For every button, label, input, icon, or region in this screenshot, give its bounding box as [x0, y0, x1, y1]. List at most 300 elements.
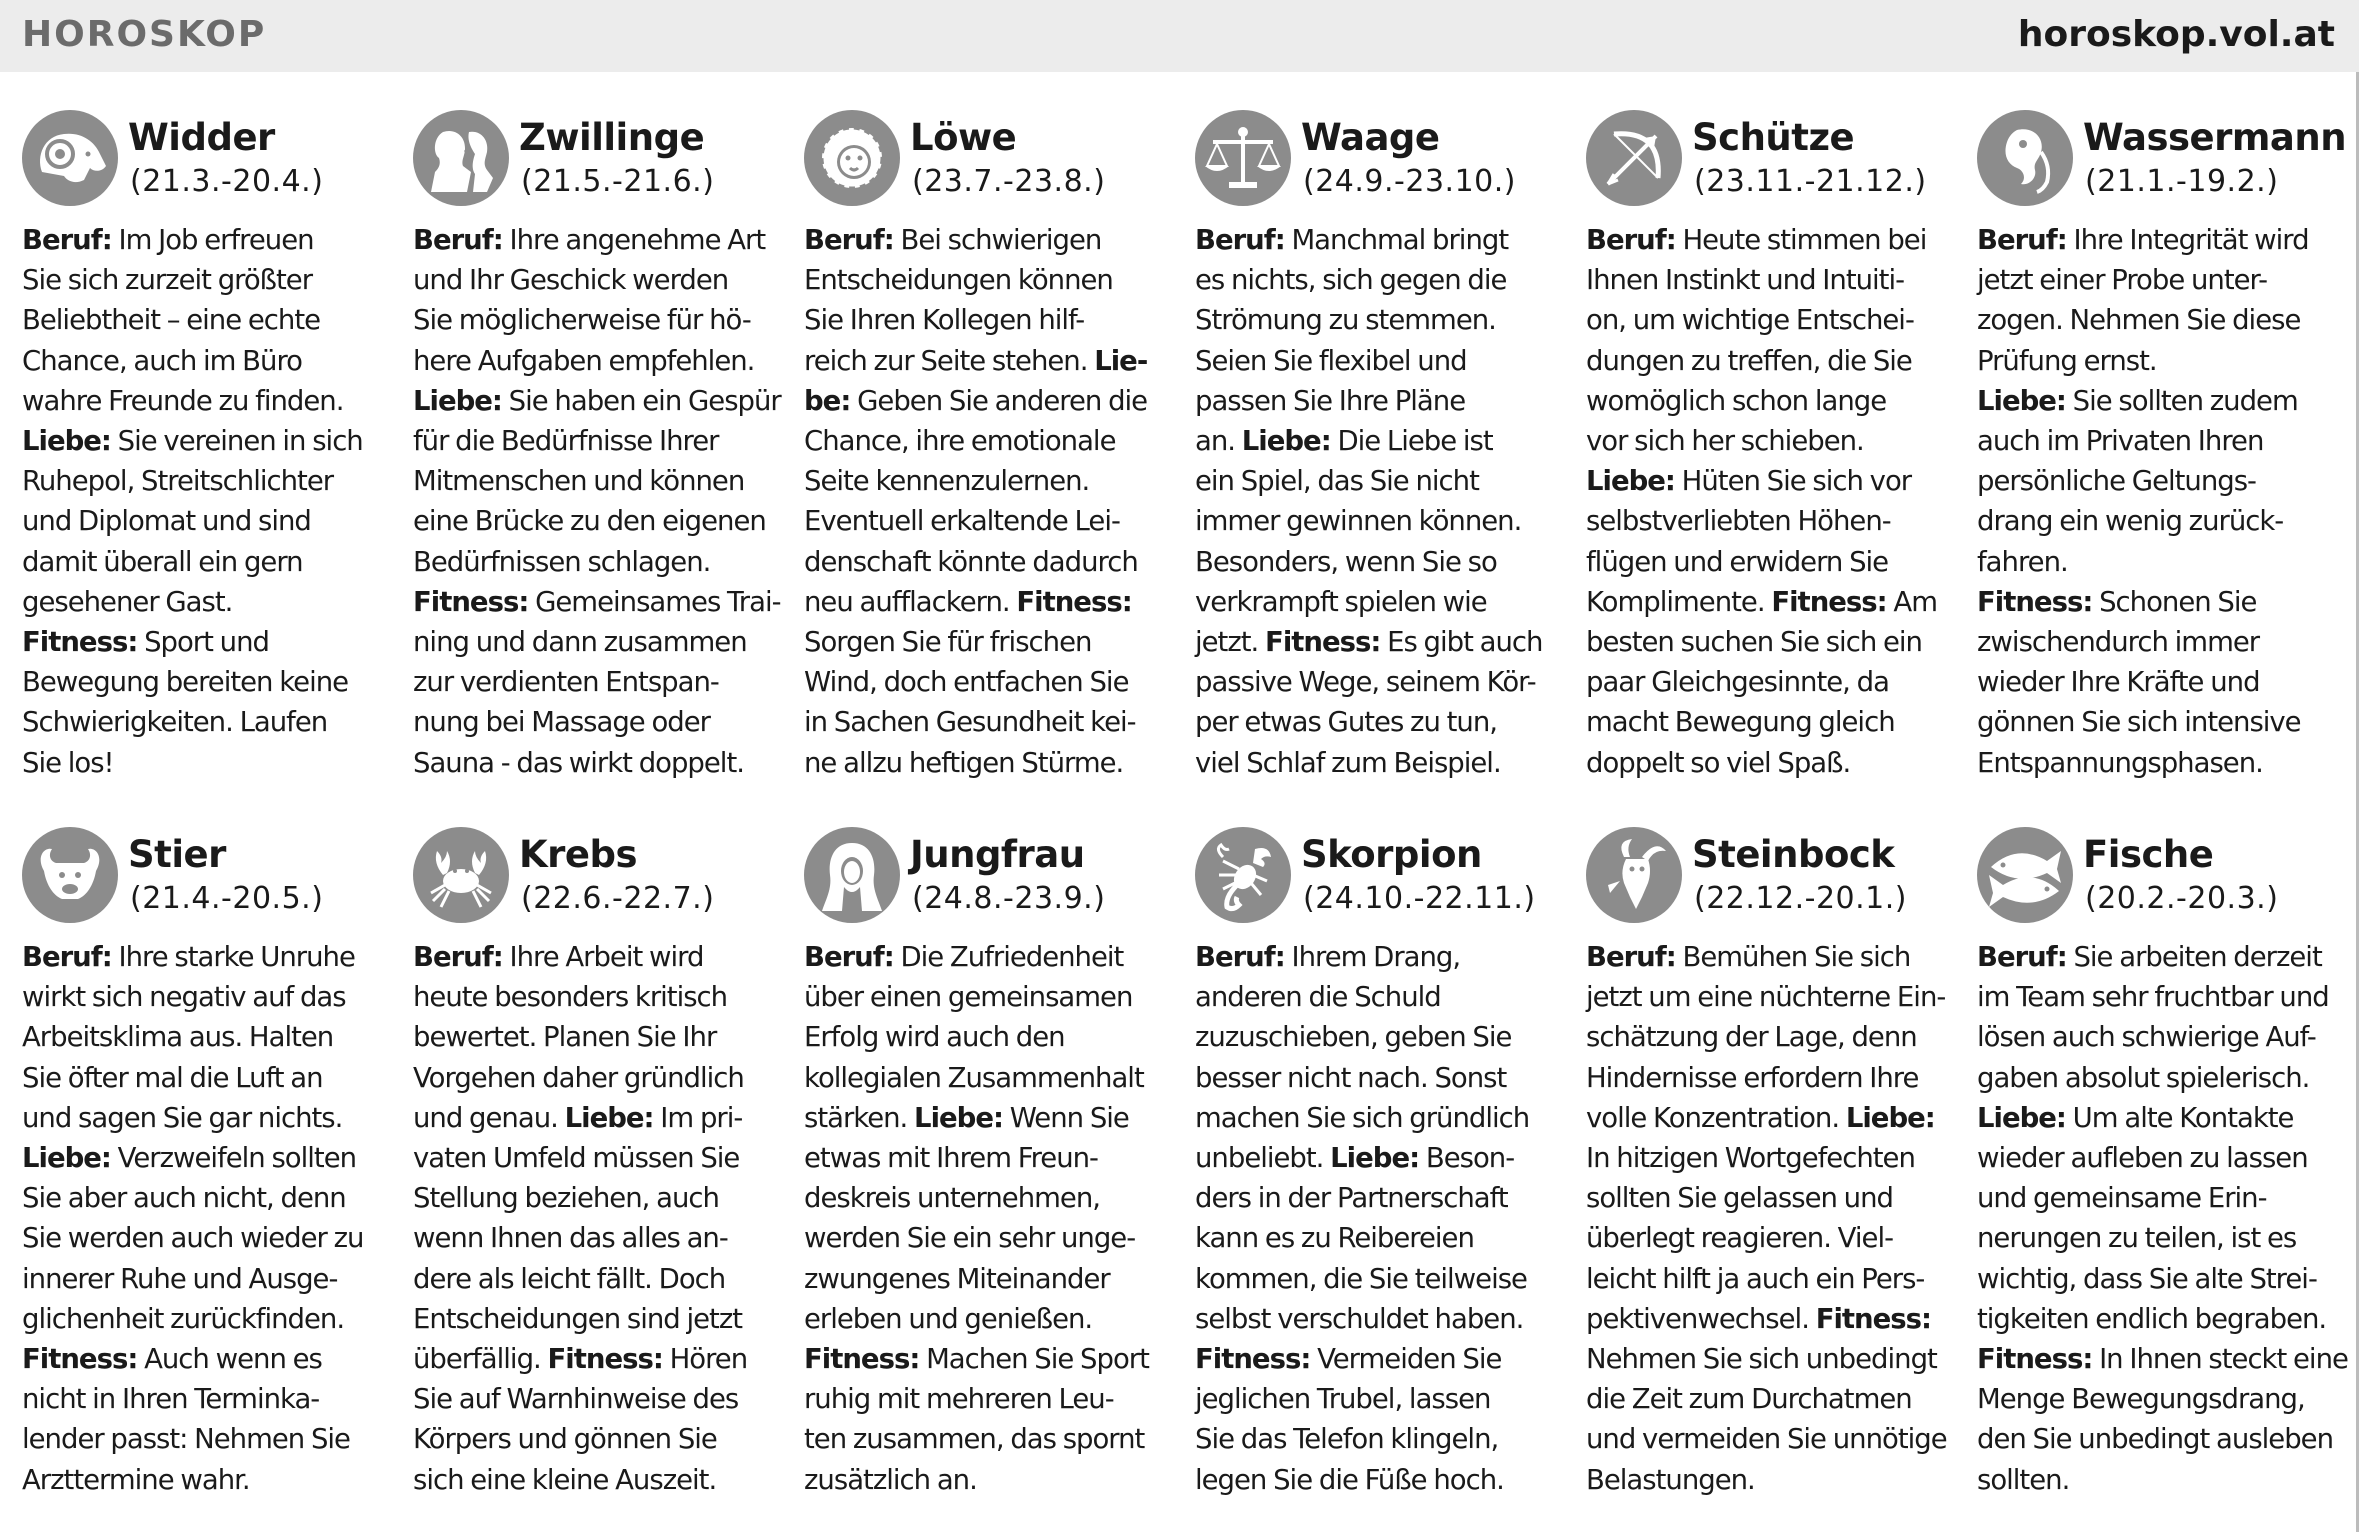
text-segment: Prüfung ernst.: [1977, 344, 2157, 377]
sign-name: Widder: [128, 116, 275, 159]
text-line: [804, 1178, 1174, 1218]
sign-dates: (20.2.-20.3.): [2085, 881, 2279, 916]
text-line: [22, 1299, 392, 1339]
category-label: Beruf:: [1977, 941, 2067, 973]
text-segment: sich eine kleine Auszeit.: [413, 1463, 717, 1496]
sign-name: Krebs: [519, 833, 638, 876]
text-line: [1586, 743, 1956, 783]
sign-header: [1195, 789, 1575, 916]
text-line: [22, 1098, 392, 1138]
text-line: [413, 1138, 783, 1178]
text-line: [1586, 1098, 1956, 1138]
text-line: [804, 501, 1174, 541]
text-line: [1586, 381, 1956, 421]
category-label: Beruf:: [1586, 941, 1676, 973]
text-segment: Strömung zu stemmen.: [1195, 304, 1496, 337]
text-line: [1586, 260, 1956, 300]
sign-text: [804, 220, 1174, 783]
text-line: [22, 421, 392, 461]
text-segment: Beson-: [1419, 1142, 1515, 1175]
sign-card-waage: [1195, 72, 1575, 779]
text-segment: Ihre starke Unruhe: [111, 941, 355, 973]
text-line: [22, 1138, 392, 1178]
category-label: Fitness:: [804, 1343, 920, 1376]
text-line: [22, 501, 392, 541]
capricorn-goat-icon: [1586, 827, 1682, 923]
text-segment: on, um wichtige Entschei-: [1586, 304, 1914, 337]
text-segment: kann es zu Reibereien: [1195, 1222, 1474, 1255]
text-segment: damit überall ein gern: [22, 545, 303, 578]
text-segment: Hüten Sie sich vor: [1674, 465, 1912, 498]
text-line: [413, 341, 783, 381]
text-segment: heute besonders kritisch: [413, 981, 728, 1014]
text-line: [804, 260, 1174, 300]
category-label: Beruf:: [1195, 941, 1285, 973]
sign-dates: (21.1.-19.2.): [2085, 164, 2279, 199]
text-segment: drang ein wenig zurück-: [1977, 505, 2284, 538]
text-line: [413, 743, 783, 783]
sign-dates: (22.12.-20.1.): [1694, 881, 1907, 916]
text-segment: Heute stimmen bei: [1675, 224, 1927, 256]
text-segment: Auch wenn es: [137, 1343, 322, 1376]
sign-name: Skorpion: [1301, 833, 1482, 876]
text-segment: Vermeiden Sie: [1310, 1343, 1502, 1376]
text-segment: machen Sie sich gründlich: [1195, 1101, 1530, 1134]
category-label: Fitness:: [1265, 626, 1381, 659]
text-line: [1977, 1299, 2347, 1339]
text-line: [804, 1419, 1174, 1459]
text-segment: Sie sich zurzeit größter: [22, 264, 313, 297]
text-segment: wichtig, dass Sie alte Strei-: [1977, 1262, 2317, 1295]
sign-text: [804, 937, 1174, 1500]
text-line: [413, 260, 783, 300]
category-label: Beruf:: [413, 941, 503, 973]
text-segment: wenn Ihnen das alles an-: [413, 1222, 728, 1255]
text-segment: ning und dann zusammen: [413, 626, 747, 659]
text-line: [1977, 1098, 2347, 1138]
text-segment: anderen die Schuld: [1195, 981, 1441, 1014]
text-segment: persönliche Geltungs-: [1977, 465, 2256, 498]
text-line: [1586, 542, 1956, 582]
category-label: Lie-: [1094, 344, 1148, 377]
text-segment: kommen, die Sie teilweise: [1195, 1262, 1527, 1295]
text-line: [413, 1339, 783, 1379]
text-line: [22, 1339, 392, 1379]
text-line: [413, 977, 783, 1017]
text-segment: jetzt um eine nüchterne Ein-: [1586, 981, 1946, 1014]
sign-dates: (24.9.-23.10.): [1303, 164, 1516, 199]
text-line: [1195, 1218, 1565, 1258]
text-segment: eine Brücke zu den eigenen: [413, 505, 766, 538]
sign-name: Jungfrau: [910, 833, 1085, 876]
text-segment: ten zusammen, das spornt: [804, 1423, 1145, 1456]
text-line: [1195, 1379, 1565, 1419]
text-line: [1977, 1379, 2347, 1419]
text-segment: und Diplomat und sind: [22, 505, 311, 538]
category-label: Liebe:: [413, 384, 502, 417]
text-segment: wirkt sich negativ auf das: [22, 981, 346, 1014]
text-segment: Stellung beziehen, auch: [413, 1182, 719, 1215]
category-label: Beruf:: [22, 224, 112, 256]
text-line: [413, 421, 783, 461]
text-line: [1586, 702, 1956, 742]
text-line: [1195, 1419, 1565, 1459]
text-line: [1195, 702, 1565, 742]
text-line: [1195, 1178, 1565, 1218]
text-segment: Es gibt auch: [1380, 626, 1543, 659]
text-line: [1586, 1138, 1956, 1178]
sign-header: [22, 72, 402, 199]
horoscope-grid: [0, 72, 2356, 1532]
text-line: [413, 1178, 783, 1218]
text-segment: Chance, auch im Büro: [22, 344, 302, 377]
page-title: HOROSKOP: [22, 14, 267, 55]
text-segment: Geben Sie anderen die: [850, 384, 1148, 417]
sign-text: [1586, 220, 1956, 783]
text-segment: Sport und: [137, 626, 269, 659]
text-line: [1586, 1460, 1956, 1500]
sign-card-jungfrau: [804, 789, 1184, 1496]
text-line: [413, 937, 783, 977]
sign-name: Schütze: [1692, 116, 1855, 159]
sign-text: [1977, 937, 2347, 1500]
sign-card-zwillinge: [413, 72, 793, 779]
text-segment: Sie möglicherweise für hö-: [413, 304, 751, 337]
text-segment: Sie das Telefon klingeln,: [1195, 1423, 1499, 1456]
text-segment: erleben und genießen.: [804, 1302, 1093, 1335]
category-label: Fitness:: [1016, 585, 1132, 618]
text-segment: jetzt einer Probe unter-: [1977, 264, 2268, 297]
text-line: [1586, 1058, 1956, 1098]
text-line: [1977, 702, 2347, 742]
text-line: [1586, 501, 1956, 541]
text-segment: und gemeinsame Erin-: [1977, 1182, 2267, 1215]
text-segment: unbeliebt.: [1195, 1142, 1331, 1175]
text-segment: per etwas Gutes zu tun,: [1195, 706, 1498, 739]
text-segment: den Sie unbedingt ausleben: [1977, 1423, 2334, 1456]
text-segment: viel Schlaf zum Beispiel.: [1195, 746, 1501, 779]
text-line: [804, 743, 1174, 783]
text-segment: legen Sie die Füße hoch.: [1195, 1463, 1504, 1496]
sign-name: Stier: [128, 833, 226, 876]
text-line: [22, 743, 392, 783]
category-label: Beruf:: [1586, 224, 1676, 256]
text-line: [413, 461, 783, 501]
text-line: [1586, 1299, 1956, 1339]
text-segment: Beliebtheit – eine echte: [22, 304, 321, 337]
text-segment: Sie auf Warnhinweise des: [413, 1383, 739, 1416]
text-segment: Sauna - das wirkt doppelt.: [413, 746, 744, 779]
text-segment: etwas mit Ihrem Freun-: [804, 1142, 1098, 1175]
text-segment: ruhig mit mehreren Leu-: [804, 1383, 1114, 1416]
text-segment: womöglich schon lange: [1586, 384, 1887, 417]
text-line: [804, 622, 1174, 662]
text-line: [413, 1259, 783, 1299]
text-line: [1977, 743, 2347, 783]
text-line: [1977, 582, 2347, 622]
text-line: [1586, 1259, 1956, 1299]
text-line: [413, 1419, 783, 1459]
category-label: Liebe:: [22, 425, 111, 458]
text-segment: zwischendurch immer: [1977, 626, 2260, 659]
text-line: [22, 977, 392, 1017]
text-line: [804, 421, 1174, 461]
text-line: [1977, 662, 2347, 702]
text-line: [1977, 622, 2347, 662]
text-segment: an.: [1195, 425, 1242, 458]
category-label: Beruf:: [1977, 224, 2067, 256]
text-line: [413, 1098, 783, 1138]
text-line: [1977, 421, 2347, 461]
text-segment: In Ihnen steckt eine: [2092, 1343, 2348, 1376]
text-line: [1586, 977, 1956, 1017]
text-line: [22, 1178, 392, 1218]
text-line: [804, 582, 1174, 622]
sign-dates: (22.6.-22.7.): [521, 881, 715, 916]
text-segment: Erfolg wird auch den: [804, 1021, 1065, 1054]
text-segment: Chance, ihre emotionale: [804, 425, 1116, 458]
text-line: [413, 622, 783, 662]
text-segment: vor sich her schieben.: [1586, 425, 1864, 458]
category-label: Liebe:: [1977, 384, 2066, 417]
text-line: [1977, 1259, 2347, 1299]
text-line: [22, 381, 392, 421]
text-segment: Arzttermine wahr.: [22, 1463, 250, 1496]
text-line: [804, 937, 1174, 977]
text-line: [804, 1017, 1174, 1057]
text-segment: selbstverliebten Höhen-: [1586, 505, 1891, 538]
text-line: [22, 461, 392, 501]
text-segment: Ihrem Drang,: [1284, 941, 1461, 973]
sign-name: Waage: [1301, 116, 1440, 159]
text-segment: zur verdienten Entspan-: [413, 666, 719, 699]
site-url[interactable]: horoskop.vol.at: [2017, 14, 2335, 55]
sign-header: [1586, 789, 1966, 916]
text-segment: wieder aufleben zu lassen: [1977, 1142, 2308, 1175]
category-label: Fitness:: [1195, 1343, 1311, 1376]
text-segment: die Zeit zum Durchatmen: [1586, 1383, 1912, 1416]
virgo-maiden-icon: [804, 827, 900, 923]
text-segment: überfällig.: [413, 1343, 548, 1376]
text-line: [22, 622, 392, 662]
sign-text: [1586, 937, 1956, 1500]
text-line: [804, 220, 1174, 260]
text-line: [1195, 260, 1565, 300]
text-segment: jeglichen Trubel, lassen: [1195, 1383, 1491, 1416]
text-line: [1977, 220, 2347, 260]
text-line: [804, 542, 1174, 582]
text-line: [804, 300, 1174, 340]
text-line: [22, 1419, 392, 1459]
sign-card-fische: [1977, 789, 2357, 1496]
text-line: [1195, 1098, 1565, 1138]
text-segment: dere als leicht fällt. Doch: [413, 1262, 726, 1295]
text-segment: werden Sie ein sehr unge-: [804, 1222, 1136, 1255]
text-line: [413, 1460, 783, 1500]
category-label: Beruf:: [413, 224, 503, 256]
text-line: [804, 662, 1174, 702]
sign-header: [804, 789, 1184, 916]
text-segment: Ihre Arbeit wird: [502, 941, 704, 973]
text-segment: Seien Sie flexibel und: [1195, 344, 1467, 377]
text-segment: here Aufgaben empfehlen.: [413, 344, 755, 377]
text-segment: Ruhepol, Streitschlichter: [22, 465, 334, 498]
text-segment: doppelt so viel Spaß.: [1586, 746, 1851, 779]
text-segment: und genau.: [413, 1101, 565, 1134]
text-line: [22, 1017, 392, 1057]
text-segment: innerer Ruhe und Ausge-: [22, 1262, 338, 1295]
text-segment: passive Wege, seinem Kör-: [1195, 666, 1536, 699]
text-segment: lösen auch schwierige Auf-: [1977, 1021, 2316, 1054]
text-segment: Bei schwierigen: [893, 224, 1102, 256]
category-label: Beruf:: [804, 941, 894, 973]
text-line: [413, 1017, 783, 1057]
text-line: [1195, 1138, 1565, 1178]
text-segment: gönnen Sie sich intensive: [1977, 706, 2301, 739]
sagittarius-bow-icon: [1586, 110, 1682, 206]
text-line: [1195, 1339, 1565, 1379]
cancer-crab-icon: [413, 827, 509, 923]
text-line: [1195, 1460, 1565, 1500]
text-segment: nung bei Massage oder: [413, 706, 710, 739]
text-line: [1586, 622, 1956, 662]
sign-dates: (23.7.-23.8.): [912, 164, 1106, 199]
libra-scales-icon: [1195, 110, 1291, 206]
aquarius-water-bearer-icon: [1977, 110, 2073, 206]
text-line: [1977, 501, 2347, 541]
text-segment: Sie vereinen in sich: [110, 425, 363, 458]
sign-card-loewe: [804, 72, 1184, 779]
text-line: [1586, 1218, 1956, 1258]
text-segment: passen Sie Ihre Pläne: [1195, 384, 1466, 417]
text-segment: und sagen Sie gar nichts.: [22, 1101, 343, 1134]
category-label: Liebe:: [1977, 1101, 2066, 1134]
text-line: [1195, 743, 1565, 783]
text-line: [413, 1058, 783, 1098]
text-line: [1586, 461, 1956, 501]
text-segment: Hören: [662, 1343, 748, 1376]
sign-text: [1195, 937, 1565, 1500]
text-segment: Im pri-: [653, 1101, 743, 1134]
text-segment: Seite kennenzulernen.: [804, 465, 1090, 498]
text-line: [22, 220, 392, 260]
text-segment: deskreis unternehmen,: [804, 1182, 1100, 1215]
text-segment: ne allzu heftigen Stürme.: [804, 746, 1124, 779]
text-segment: Machen Sie Sport: [919, 1343, 1149, 1376]
sign-name: Steinbock: [1692, 833, 1895, 876]
text-segment: auch im Privaten Ihren: [1977, 425, 2264, 458]
text-line: [804, 1460, 1174, 1500]
sign-dates: (21.3.-20.4.): [130, 164, 324, 199]
text-line: [1977, 1017, 2347, 1057]
text-segment: nicht in Ihren Terminka-: [22, 1383, 320, 1416]
text-segment: besser nicht nach. Sonst: [1195, 1061, 1507, 1094]
category-label: Liebe:: [1586, 465, 1675, 498]
text-segment: über einen gemeinsamen: [804, 981, 1133, 1014]
text-line: [413, 702, 783, 742]
text-segment: wieder Ihre Kräfte und: [1977, 666, 2260, 699]
sign-card-skorpion: [1195, 789, 1575, 1496]
sign-header: [1586, 72, 1966, 199]
text-line: [1195, 381, 1565, 421]
text-segment: Schonen Sie: [2092, 585, 2257, 618]
text-line: [22, 260, 392, 300]
text-line: [1195, 1299, 1565, 1339]
text-line: [1977, 1218, 2347, 1258]
text-line: [1195, 341, 1565, 381]
page-header: [0, 0, 2359, 72]
text-segment: schätzung der Lage, denn: [1586, 1021, 1917, 1054]
text-segment: Ihre Integrität wird: [2066, 224, 2309, 256]
text-segment: sollten Sie gelassen und: [1586, 1182, 1893, 1215]
text-line: [1977, 1138, 2347, 1178]
text-line: [1977, 1419, 2347, 1459]
sign-dates: (24.10.-22.11.): [1303, 881, 1536, 916]
text-line: [1977, 937, 2347, 977]
text-segment: Nehmen Sie sich unbedingt: [1586, 1343, 1937, 1376]
sign-card-widder: [22, 72, 402, 779]
text-segment: wahre Freunde zu finden.: [22, 384, 344, 417]
text-segment: In hitzigen Wortgefechten: [1586, 1142, 1915, 1175]
text-line: [1977, 1460, 2347, 1500]
text-segment: Entspannungsphasen.: [1977, 746, 2263, 779]
text-segment: Sorgen Sie für frischen: [804, 626, 1092, 659]
text-segment: Ihre angenehme Art: [502, 224, 766, 256]
category-label: Liebe:: [564, 1101, 654, 1134]
sign-text: [413, 220, 783, 783]
text-segment: für die Bedürfnisse Ihrer: [413, 425, 719, 458]
category-label: Fitness:: [1815, 1302, 1932, 1335]
text-line: [413, 1218, 783, 1258]
text-line: [1977, 300, 2347, 340]
text-segment: Sie Ihren Kollegen hilf-: [804, 304, 1085, 337]
text-segment: Arbeitsklima aus. Halten: [22, 1021, 334, 1054]
text-segment: leicht hilft ja auch ein Pers-: [1586, 1262, 1925, 1295]
text-segment: flügen und erwidern Sie: [1586, 545, 1889, 578]
text-segment: Sie werden auch wieder zu: [22, 1222, 364, 1255]
text-line: [804, 1379, 1174, 1419]
text-segment: Sie arbeiten derzeit: [2066, 941, 2322, 973]
text-line: [804, 1138, 1174, 1178]
text-segment: Am: [1886, 585, 1938, 618]
text-line: [22, 662, 392, 702]
text-segment: bewertet. Planen Sie Ihr: [413, 1021, 717, 1054]
sign-dates: (23.11.-21.12.): [1694, 164, 1927, 199]
sign-name: Zwillinge: [519, 116, 705, 159]
sign-text: [1195, 220, 1565, 783]
text-line: [804, 1259, 1174, 1299]
sign-dates: (24.8.-23.9.): [912, 881, 1106, 916]
text-line: [1977, 381, 2347, 421]
text-segment: Manchmal bringt: [1284, 224, 1509, 256]
text-line: [22, 1259, 392, 1299]
category-label: Fitness:: [22, 1343, 138, 1376]
text-segment: Belastungen.: [1586, 1463, 1755, 1496]
text-segment: Bewegung bereiten keine: [22, 666, 349, 699]
text-segment: Bedürfnissen schlagen.: [413, 545, 711, 578]
text-line: [1586, 937, 1956, 977]
text-segment: Ihnen Instinkt und Intuiti-: [1586, 264, 1905, 297]
category-label: Fitness:: [1977, 585, 2093, 618]
category-label: Liebe:: [1330, 1142, 1420, 1175]
pisces-fish-icon: [1977, 827, 2073, 923]
text-line: [413, 1299, 783, 1339]
text-line: [1195, 937, 1565, 977]
text-line: [1977, 1178, 2347, 1218]
text-line: [1586, 1017, 1956, 1057]
text-line: [1195, 300, 1565, 340]
text-line: [1586, 220, 1956, 260]
